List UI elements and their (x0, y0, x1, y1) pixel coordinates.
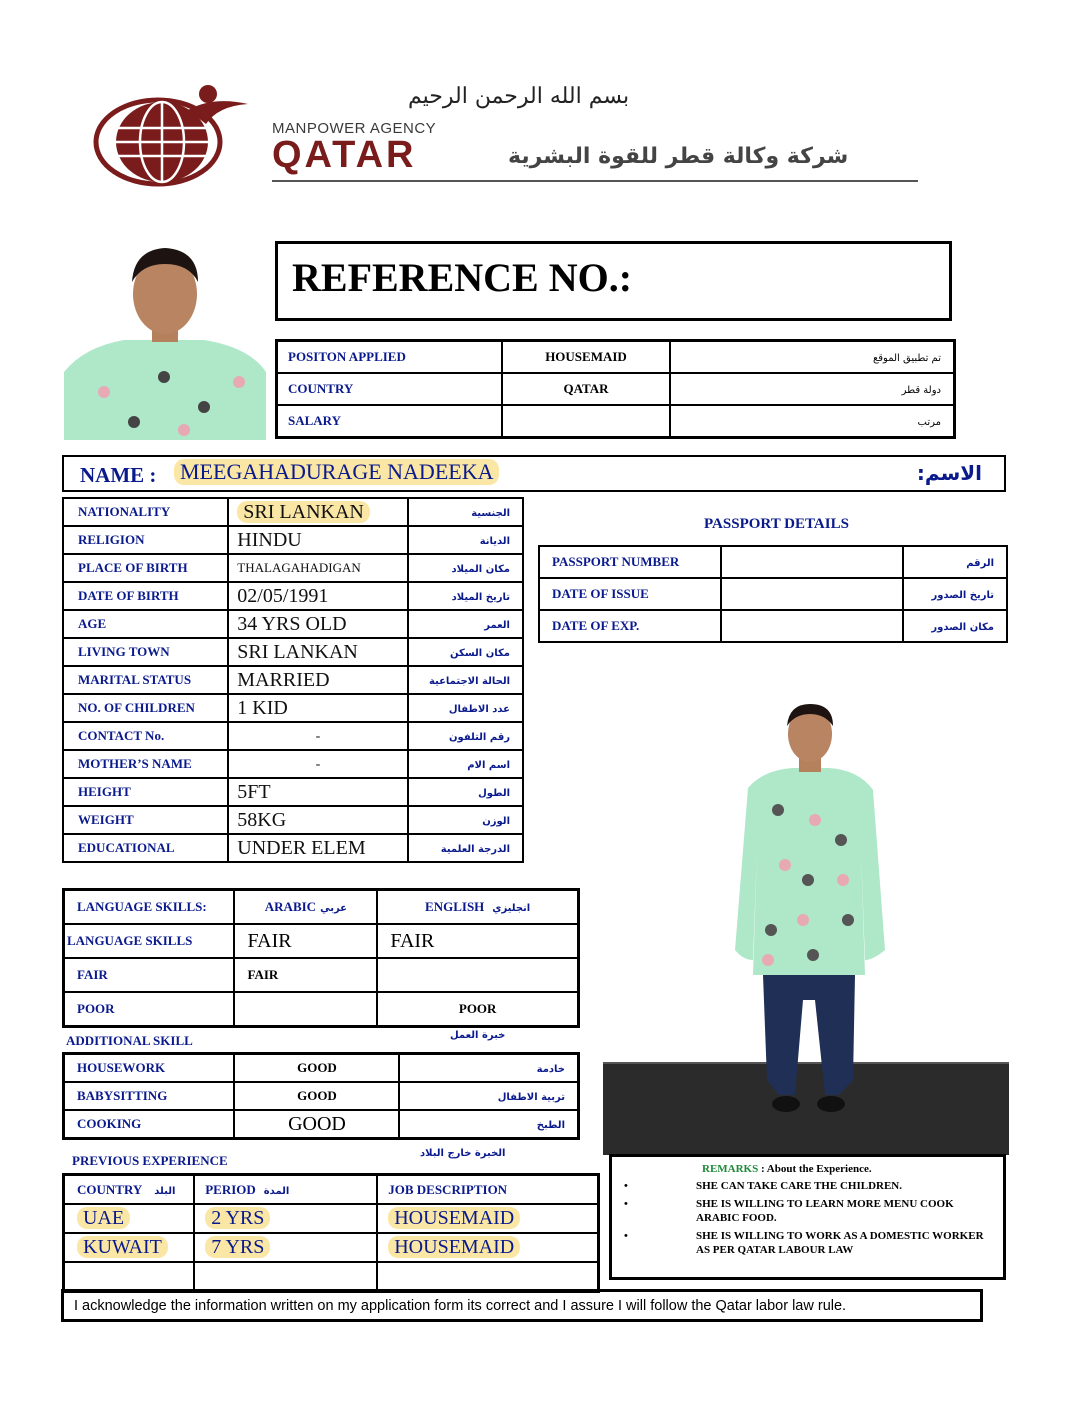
personal-ar: رقم التلفون (449, 732, 510, 743)
personal-label: WEIGHT (78, 812, 134, 827)
personal-label-cell (63, 554, 228, 582)
personal-ar: العمر (484, 620, 510, 631)
personal-ar-cell (408, 778, 523, 806)
position-label: POSITON APPLIED (288, 349, 406, 364)
remarks-item-text: SHE CAN TAKE CARE THE CHILDREN. (696, 1180, 902, 1192)
passport-ar-cell (903, 546, 1007, 578)
skill-row (64, 1054, 579, 1083)
personal-value: 1 KID (237, 696, 288, 719)
personal-label: PLACE OF BIRTH (78, 560, 188, 575)
bullet-icon: • (624, 1180, 628, 1192)
language-header-english: ENGLISH (425, 899, 485, 914)
skill-label-cell (64, 1082, 235, 1110)
bismillah-calligraphy: بسم الله الرحمن الرحيم (408, 84, 630, 109)
personal-ar: تاريخ الميلاد (451, 592, 510, 603)
remarks-item (620, 1229, 990, 1257)
personal-label-cell (63, 694, 228, 722)
skill-row (64, 1082, 579, 1110)
personal-label-cell (63, 582, 228, 610)
language-english-cell (377, 958, 578, 992)
personal-value: UNDER ELEM (237, 836, 366, 859)
language-header-arabic: ARABIC (264, 899, 317, 914)
experience-job-cell (377, 1233, 598, 1262)
remarks-heading (702, 1163, 872, 1175)
personal-value: 34 YRS OLD (237, 612, 347, 635)
position-value: HOUSEMAID (545, 349, 627, 364)
personal-label-cell (63, 666, 228, 694)
personal-label: MOTHER’S NAME (78, 756, 192, 771)
passport-label-cell (539, 578, 721, 610)
language-header-english-ar: انجليزي (492, 903, 531, 914)
exp-header-country-cell (64, 1175, 195, 1205)
personal-label: AGE (78, 616, 107, 631)
skill-label-cell (64, 1110, 235, 1139)
language-header-english-cell (377, 890, 578, 925)
experience-period-cell (194, 1262, 377, 1292)
experience-country-cell (64, 1262, 195, 1292)
personal-label: NATIONALITY (78, 504, 171, 519)
remarks-item-text: SHE IS WILLING TO LEARN MORE MENU COOK ARABIC FOOD. (696, 1198, 954, 1224)
personal-ar: الطول (478, 788, 510, 799)
position-ar-cell (670, 373, 955, 405)
reference-title: REFERENCE NO.: (292, 255, 633, 300)
experience-job-value: HOUSEMAID (388, 1207, 520, 1229)
personal-label: DATE OF BIRTH (78, 588, 179, 603)
personal-ar: مكان السكن (450, 648, 510, 659)
position-value: QATAR (563, 381, 609, 396)
additional-skill-title-ar: خبرة العمل (450, 1030, 506, 1041)
personal-label-cell (63, 778, 228, 806)
personal-row (63, 526, 523, 554)
experience-country-value: KUWAIT (77, 1236, 168, 1258)
position-label: COUNTRY (288, 381, 354, 396)
personal-label: NO. OF CHILDREN (78, 700, 195, 715)
personal-ar-cell (408, 582, 523, 610)
language-header-arabic-ar: عربي (320, 903, 348, 914)
personal-value-cell (228, 582, 407, 610)
remarks-item-text: SHE IS WILLING TO WORK AS A DOMESTIC WORKER AS PER QATAR LABOUR LAW (696, 1230, 984, 1256)
experience-row (64, 1204, 599, 1233)
personal-label-cell (63, 750, 228, 778)
personal-label-cell (63, 834, 228, 862)
personal-row (63, 610, 523, 638)
personal-value-cell (228, 666, 407, 694)
personal-value-cell (228, 554, 407, 582)
position-row (277, 341, 955, 374)
remarks-suffix: : About the Experience. (760, 1163, 872, 1175)
personal-row (63, 722, 523, 750)
skill-value-cell (234, 1082, 399, 1110)
personal-ar-cell (408, 526, 523, 554)
skill-label: COOKING (77, 1116, 142, 1131)
personal-ar: الجنسية (471, 508, 510, 519)
personal-label: HEIGHT (78, 784, 131, 799)
language-label-cell (64, 992, 235, 1027)
passport-row (539, 610, 1007, 642)
personal-value: MARRIED (237, 668, 330, 691)
language-label: LANGUAGE SKILLS (67, 933, 193, 948)
name-arabic: :الاسم (916, 461, 982, 485)
personal-row (63, 554, 523, 582)
position-ar-cell (670, 405, 955, 438)
personal-label-cell (63, 498, 228, 526)
exp-header-job-cell (377, 1175, 598, 1205)
personal-ar: اسم الام (467, 760, 510, 771)
passport-table (538, 545, 1008, 643)
personal-label: RELIGION (78, 532, 145, 547)
personal-label: EDUCATIONAL (78, 840, 175, 855)
personal-ar-cell (408, 750, 523, 778)
passport-label: DATE OF EXP. (552, 618, 640, 633)
personal-value-cell (228, 638, 407, 666)
experience-table (62, 1173, 600, 1293)
bullet-icon: • (624, 1198, 628, 1210)
language-english-cell (377, 924, 578, 958)
position-value-cell (502, 373, 670, 405)
exp-header-period: PERIOD (205, 1181, 256, 1197)
skill-value: GOOD (288, 1112, 346, 1135)
personal-row (63, 694, 523, 722)
additional-skill-table (62, 1052, 580, 1140)
experience-row (64, 1233, 599, 1262)
passport-ar-cell (903, 578, 1007, 610)
language-english-value: POOR (458, 1001, 497, 1016)
passport-value-cell (721, 578, 903, 610)
name-label: NAME : (80, 463, 157, 487)
remarks-box (609, 1154, 1006, 1280)
personal-label: LIVING TOWN (78, 644, 170, 659)
experience-title: PREVIOUS EXPERIENCE (72, 1153, 228, 1168)
personal-value-cell (228, 498, 407, 526)
personal-value-cell (228, 834, 407, 862)
acknowledgement: I acknowledge the information written on my application form its correct and I assure I will follow the Qatar labor law rule. (61, 1289, 983, 1322)
position-label: SALARY (288, 413, 341, 428)
personal-value: - (315, 729, 321, 744)
personal-ar-cell (408, 722, 523, 750)
passport-label: DATE OF ISSUE (552, 586, 649, 601)
passport-ar: الرقم (966, 558, 994, 569)
agency-name-small: MANPOWER AGENCY (272, 120, 437, 137)
personal-value-cell (228, 610, 407, 638)
personal-row (63, 834, 523, 862)
personal-ar-cell (408, 498, 523, 526)
exp-header-country: COUNTRY (77, 1181, 143, 1197)
personal-ar: الحالة الاجتماعية (428, 676, 510, 687)
skill-value-cell (234, 1110, 399, 1139)
personal-ar-cell (408, 554, 523, 582)
passport-value-cell (721, 610, 903, 642)
language-label-cell (64, 924, 235, 958)
passport-label-cell (539, 610, 721, 642)
personal-label-cell (63, 722, 228, 750)
personal-row (63, 498, 523, 526)
personal-value: 58KG (237, 808, 287, 831)
experience-job-cell (377, 1262, 598, 1292)
language-header-arabic-cell (234, 890, 377, 925)
skill-ar-cell (399, 1054, 578, 1083)
personal-ar-cell (408, 666, 523, 694)
personal-ar: عدد الاطفال (448, 704, 510, 715)
language-skills-table (62, 888, 580, 1028)
personal-label: CONTACT No. (78, 728, 165, 743)
passport-label-cell (539, 546, 721, 578)
language-row (64, 924, 579, 958)
personal-ar: الديانة (479, 536, 510, 547)
globe-logo-icon (88, 84, 258, 189)
passport-row (539, 546, 1007, 578)
personal-label-cell (63, 610, 228, 638)
remarks-label: REMARKS (702, 1163, 759, 1175)
skill-value-cell (234, 1054, 399, 1083)
position-ar: دولة قطر (901, 385, 941, 396)
exp-header-country-ar: البلد (154, 1185, 176, 1197)
agency-name-big: QATAR (272, 134, 417, 176)
position-ar-cell (670, 341, 955, 374)
personal-value: - (315, 757, 321, 772)
language-header-label: LANGUAGE SKILLS: (77, 899, 207, 914)
experience-period-cell (194, 1204, 377, 1233)
agency-header (88, 84, 918, 189)
personal-value: THALAGAHADIGAN (237, 560, 361, 575)
position-row (277, 405, 955, 438)
bullet-icon: • (624, 1230, 628, 1242)
personal-value: 02/05/1991 (237, 584, 329, 607)
language-arabic-value: FAIR (247, 929, 292, 952)
skill-ar: تربية الاطفال (497, 1092, 565, 1103)
experience-title-ar: الخبرة خارج البلاد (420, 1148, 506, 1159)
passport-row (539, 578, 1007, 610)
personal-row (63, 582, 523, 610)
language-arabic-cell (234, 924, 377, 958)
language-arabic-cell (234, 958, 377, 992)
personal-info-table (62, 497, 524, 863)
personal-ar: الدرجة العلمية (440, 844, 510, 855)
language-english-value: FAIR (390, 929, 435, 952)
position-value-cell (502, 341, 670, 374)
personal-row (63, 750, 523, 778)
personal-row (63, 638, 523, 666)
passport-label: PASSPORT NUMBER (552, 554, 680, 569)
language-arabic-value: FAIR (247, 967, 279, 982)
name-bar (62, 455, 1006, 492)
experience-period-value: 7 YRS (205, 1236, 270, 1258)
skill-value: GOOD (297, 1060, 337, 1075)
name-value: MEEGAHADURAGE NADEEKA (174, 459, 499, 485)
experience-job-value: HOUSEMAID (388, 1236, 520, 1258)
position-ar: تم تطبيق الموقع (872, 353, 941, 364)
agency-name-arabic: شركة وكالة قطر للقوة البشرية (508, 144, 849, 169)
skill-ar: خادمة (536, 1064, 565, 1075)
skill-label: HOUSEWORK (77, 1060, 166, 1075)
experience-period-value: 2 YRS (205, 1207, 270, 1229)
personal-row (63, 806, 523, 834)
remarks-list (620, 1179, 990, 1261)
personal-label-cell (63, 806, 228, 834)
remarks-item (620, 1179, 990, 1193)
personal-label-cell (63, 638, 228, 666)
skill-label: BABYSITTING (77, 1088, 168, 1103)
personal-ar-cell (408, 638, 523, 666)
personal-row (63, 778, 523, 806)
language-label: FAIR (77, 967, 108, 982)
position-value-cell (502, 405, 670, 438)
personal-value-cell (228, 806, 407, 834)
language-label-cell (64, 958, 235, 992)
language-row (64, 992, 579, 1027)
passport-ar: تاريخ الصدور (931, 590, 994, 601)
exp-header-period-ar: المدة (263, 1185, 290, 1197)
position-label-cell (277, 341, 503, 374)
language-header-label-cell (64, 890, 235, 925)
passport-ar: مكان الصدور (931, 622, 994, 633)
skill-label-cell (64, 1054, 235, 1083)
personal-ar: الوزن (482, 816, 510, 827)
experience-job-cell (377, 1204, 598, 1233)
experience-country-value: UAE (77, 1207, 130, 1229)
passport-ar-cell (903, 610, 1007, 642)
personal-value-cell (228, 694, 407, 722)
language-english-cell (377, 992, 578, 1027)
personal-ar-cell (408, 806, 523, 834)
reference-box (275, 241, 952, 321)
personal-value: 5FT (237, 780, 271, 803)
personal-value: SRI LANKAN (237, 640, 358, 663)
exp-header-period-cell (194, 1175, 377, 1205)
skill-row (64, 1110, 579, 1139)
language-arabic-cell (234, 992, 377, 1027)
language-row (64, 958, 579, 992)
skill-value: GOOD (297, 1088, 337, 1103)
position-row (277, 373, 955, 405)
position-label-cell (277, 405, 503, 438)
skill-ar-cell (399, 1110, 578, 1139)
remarks-item (620, 1197, 990, 1225)
position-ar: مرتب (917, 417, 941, 428)
passport-value-cell (721, 546, 903, 578)
experience-period-cell (194, 1233, 377, 1262)
personal-value-cell (228, 750, 407, 778)
experience-country-cell (64, 1233, 195, 1262)
personal-ar-cell (408, 610, 523, 638)
personal-label: MARITAL STATUS (78, 672, 192, 687)
additional-skill-title: ADDITIONAL SKILL (66, 1033, 193, 1048)
personal-value-cell (228, 526, 407, 554)
personal-ar-cell (408, 694, 523, 722)
language-label: POOR (77, 1001, 115, 1016)
personal-label-cell (63, 526, 228, 554)
skill-ar: الطبخ (536, 1120, 565, 1131)
skill-ar-cell (399, 1082, 578, 1110)
personal-value-cell (228, 778, 407, 806)
personal-ar-cell (408, 834, 523, 862)
position-table (275, 339, 956, 439)
header-divider (272, 180, 918, 182)
position-label-cell (277, 373, 503, 405)
experience-row (64, 1262, 599, 1292)
passport-title: PASSPORT DETAILS (704, 516, 849, 532)
personal-value: SRI LANKAN (237, 501, 370, 523)
personal-ar: مكان الميلاد (451, 564, 510, 575)
full-body-photo (603, 700, 1009, 1155)
experience-country-cell (64, 1204, 195, 1233)
portrait-photo (64, 242, 266, 440)
personal-row (63, 666, 523, 694)
exp-header-job: JOB DESCRIPTION (388, 1181, 508, 1197)
personal-value-cell (228, 722, 407, 750)
personal-value: HINDU (237, 528, 302, 551)
